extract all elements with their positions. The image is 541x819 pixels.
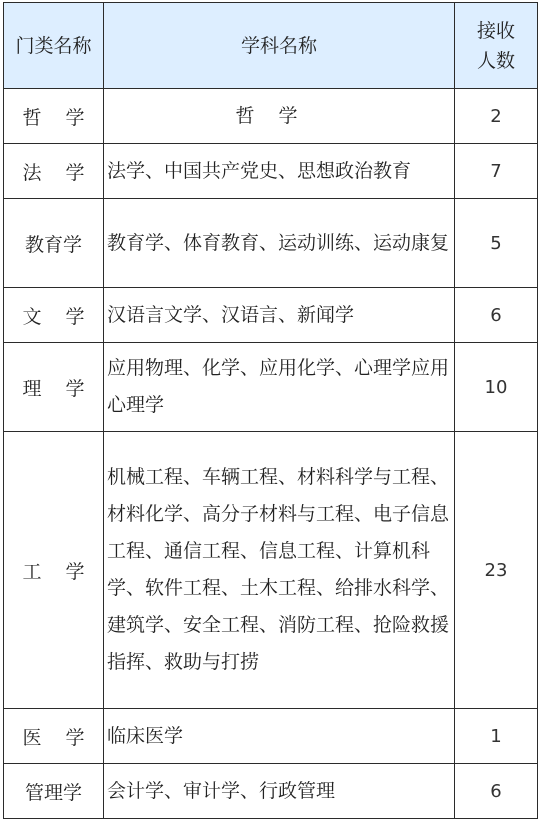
table-header-row [4,3,538,89]
category-cell [4,764,104,819]
count-cell: 6 [455,764,538,819]
enrollment-table [3,2,538,819]
category-cell [4,288,109,343]
subject-list: 临床医学 [104,709,455,764]
category-label: 工学 [22,560,109,583]
count-cell: 2 [455,89,538,144]
header-count-text: 接收人数 [476,19,515,72]
table-row [4,343,538,432]
header-category: 门类名称 [4,3,104,89]
header-subject: 学科名称 [104,3,455,89]
category-cell [4,144,109,199]
count-cell: 1 [455,709,538,764]
subject-list: 教育学、体育教育、运动训练、运动康复 [104,199,455,288]
category-cell [4,199,104,288]
header-count [455,3,538,89]
table-row [4,89,538,144]
category-label: 法学 [22,161,109,184]
count-cell: 7 [455,144,538,199]
category-cell [4,343,109,432]
subject-list: 会计学、审计学、行政管理 [104,764,455,819]
table-row [4,199,538,288]
category-cell [4,709,109,764]
table-row [4,764,538,819]
category-label: 教育学 [24,233,82,256]
count-cell: 6 [455,288,538,343]
category-label: 哲学 [22,106,109,129]
count-cell: 23 [455,432,538,709]
count-cell: 10 [455,343,538,432]
table-row [4,709,538,764]
category-cell [4,432,109,709]
category-label: 理学 [22,377,109,400]
subject-list: 法学、中国共产党史、思想政治教育 [104,144,455,199]
category-label: 管理学 [24,781,82,804]
table-row [4,144,538,199]
subject-cell [104,89,455,144]
category-label: 文学 [22,305,109,328]
subject-list: 哲学 [235,104,322,127]
subject-list: 机械工程、车辆工程、材料科学与工程、材料化学、高分子材料与工程、电子信息工程、通信工程、信息工程、计算机科学、软件工程、土木工程、给排水科学、建筑学、安全工程、消防工程、抢险救援指挥、救助与打捞 [104,432,455,709]
table-row [4,288,538,343]
table-row [4,432,538,709]
count-cell: 5 [455,199,538,288]
subject-list: 汉语言文学、汉语言、新闻学 [104,288,455,343]
category-cell [4,89,109,144]
subject-list: 应用物理、化学、应用化学、心理学应用心理学 [104,343,455,432]
category-label: 医学 [22,726,109,749]
